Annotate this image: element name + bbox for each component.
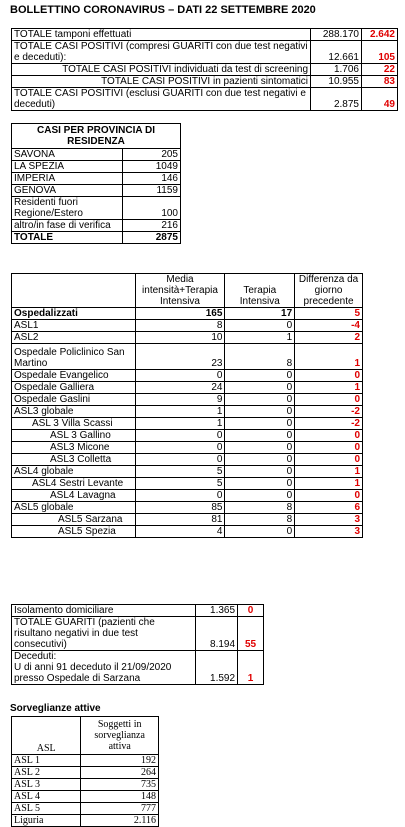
hospital-media: 85	[135, 502, 225, 514]
province-value: 1159	[123, 185, 181, 197]
summary-value: 288.170	[311, 29, 362, 41]
hospital-media: 0	[135, 454, 225, 466]
hospitals-table	[11, 273, 363, 538]
province-row	[12, 197, 181, 220]
hospital-name: Ospedale Gaslini	[12, 394, 136, 406]
province-name: LA SPEZIA	[12, 161, 123, 173]
surveillance-row	[12, 767, 159, 779]
hospital-row	[12, 502, 363, 514]
hospital-name: ASL4 Sestri Levante	[12, 478, 136, 490]
summary-delta: 22	[362, 64, 398, 76]
surveillance-asl: ASL 4	[12, 791, 81, 803]
hospital-media: 23	[135, 344, 225, 370]
hospital-diff: 1	[295, 344, 363, 370]
hospital-row	[12, 320, 363, 332]
outcome-value: 8.194	[196, 617, 238, 651]
summary-row	[12, 41, 398, 64]
hospital-name: ASL5 Sarzana	[12, 514, 136, 526]
summary-label: TOTALE CASI POSITIVI (compresi GUARITI con due test negativi e deceduti):	[12, 41, 311, 64]
hospital-name: ASL3 globale	[12, 406, 136, 418]
hospital-media: 1	[135, 406, 225, 418]
hospitals-corner	[12, 274, 136, 308]
hospital-terapia: 0	[225, 490, 295, 502]
hospital-row	[12, 526, 363, 538]
hospital-terapia: 17	[225, 308, 295, 320]
province-name: altro/in fase di verifica	[12, 220, 123, 232]
hospital-diff: 0	[295, 454, 363, 466]
hospital-name: ASL 3 Villa Scassi	[12, 418, 136, 430]
hospital-name: ASL3 Micone	[12, 442, 136, 454]
hospital-diff: -4	[295, 320, 363, 332]
province-name: Residenti fuori Regione/Estero	[12, 197, 123, 220]
province-name: GENOVA	[12, 185, 123, 197]
hospital-media: 9	[135, 394, 225, 406]
surveillance-value: 148	[81, 791, 159, 803]
province-total-label: TOTALE	[12, 232, 123, 244]
hospital-terapia: 0	[225, 454, 295, 466]
province-header: CASI PER PROVINCIA DI RESIDENZA	[12, 124, 181, 149]
col-sorveglianza: Soggetti in sorveglianza attiva	[81, 717, 159, 755]
summary-value: 1.706	[311, 64, 362, 76]
hospital-media: 165	[135, 308, 225, 320]
hospital-row	[12, 490, 363, 502]
summary-row	[12, 88, 398, 111]
hospital-media: 5	[135, 466, 225, 478]
hospital-name: ASL5 globale	[12, 502, 136, 514]
hospital-name: Ospedale Galliera	[12, 382, 136, 394]
hospital-diff: 3	[295, 514, 363, 526]
summary-label: TOTALE CASI POSITIVI individuati da test di screening	[12, 64, 311, 76]
hospital-diff: 1	[295, 382, 363, 394]
hospital-row	[12, 370, 363, 382]
hospital-name: Ospedale Evangelico	[12, 370, 136, 382]
hospital-row	[12, 454, 363, 466]
outcome-label: Isolamento domiciliare	[12, 605, 196, 617]
province-name: SAVONA	[12, 149, 123, 161]
hospital-diff: 1	[295, 478, 363, 490]
col-media-intensita: Media intensità+Terapia Intensiva	[135, 274, 225, 308]
province-value: 1049	[123, 161, 181, 173]
hospital-media: 0	[135, 370, 225, 382]
hospital-terapia: 0	[225, 370, 295, 382]
hospital-row	[12, 442, 363, 454]
col-asl: ASL	[12, 717, 81, 755]
province-total-value: 2875	[123, 232, 181, 244]
hospital-media: 10	[135, 332, 225, 344]
hospital-terapia: 8	[225, 502, 295, 514]
surveillance-value: 264	[81, 767, 159, 779]
hospital-row	[12, 382, 363, 394]
outcome-delta: 55	[238, 617, 264, 651]
hospital-row	[12, 406, 363, 418]
outcomes-table	[11, 604, 264, 685]
surveillance-title: Sorveglianze attive	[10, 703, 101, 714]
page-title: BOLLETTINO CORONAVIRUS – DATI 22 SETTEMBRE 2020	[10, 4, 316, 16]
hospital-media: 0	[135, 442, 225, 454]
hospital-row	[12, 514, 363, 526]
hospital-media: 4	[135, 526, 225, 538]
outcome-value: 1.592	[196, 651, 238, 685]
province-row	[12, 149, 181, 161]
hospital-name: Ospedale Policlinico San Martino	[12, 344, 136, 370]
hospital-media: 0	[135, 490, 225, 502]
hospital-name: ASL 3 Gallino	[12, 430, 136, 442]
hospital-row	[12, 478, 363, 490]
surveillance-value: 2.116	[81, 815, 159, 827]
hospital-terapia: 0	[225, 418, 295, 430]
surveillance-asl: ASL 5	[12, 803, 81, 815]
province-row	[12, 173, 181, 185]
hospital-media: 5	[135, 478, 225, 490]
summary-delta: 2.642	[362, 29, 398, 41]
hospital-row	[12, 344, 363, 370]
hospital-terapia: 0	[225, 478, 295, 490]
hospital-terapia: 0	[225, 526, 295, 538]
hospital-diff: 2	[295, 332, 363, 344]
hospital-row	[12, 430, 363, 442]
surveillance-value: 192	[81, 755, 159, 767]
col-terapia-intensiva: Terapia Intensiva	[225, 274, 295, 308]
hospital-diff: 0	[295, 442, 363, 454]
hospital-diff: 0	[295, 430, 363, 442]
hospital-media: 0	[135, 430, 225, 442]
hospital-row	[12, 308, 363, 320]
hospital-row	[12, 394, 363, 406]
summary-label: TOTALE CASI POSITIVI (esclusi GUARITI con due test negativi e deceduti)	[12, 88, 311, 111]
surveillance-row	[12, 779, 159, 791]
surveillance-row	[12, 803, 159, 815]
hospital-name: Ospedalizzati	[12, 308, 136, 320]
hospital-diff: -2	[295, 406, 363, 418]
summary-delta: 83	[362, 76, 398, 88]
hospital-terapia: 0	[225, 406, 295, 418]
summary-delta: 105	[362, 41, 398, 64]
summary-row	[12, 64, 398, 76]
outcome-row	[12, 605, 264, 617]
hospital-name: ASL5 Spezia	[12, 526, 136, 538]
hospital-media: 8	[135, 320, 225, 332]
summary-row	[12, 76, 398, 88]
province-value: 205	[123, 149, 181, 161]
col-differenza: Differenza da giorno precedente	[295, 274, 363, 308]
hospital-media: 81	[135, 514, 225, 526]
hospital-row	[12, 466, 363, 478]
hospital-diff: 0	[295, 394, 363, 406]
surveillance-asl: Liguria	[12, 815, 81, 827]
hospital-terapia: 8	[225, 344, 295, 370]
province-row	[12, 161, 181, 173]
hospital-terapia: 0	[225, 430, 295, 442]
outcome-row	[12, 617, 264, 651]
hospital-name: ASL1	[12, 320, 136, 332]
hospital-diff: 6	[295, 502, 363, 514]
hospital-terapia: 0	[225, 442, 295, 454]
province-row	[12, 185, 181, 197]
province-value: 146	[123, 173, 181, 185]
summary-row	[12, 29, 398, 41]
hospital-media: 24	[135, 382, 225, 394]
province-table	[11, 123, 181, 244]
hospital-media: 1	[135, 418, 225, 430]
surveillance-row	[12, 791, 159, 803]
province-name: IMPERIA	[12, 173, 123, 185]
summary-label: TOTALE tamponi effettuati	[12, 29, 311, 41]
surveillance-row	[12, 755, 159, 767]
outcome-label: Deceduti: U di anni 91 deceduto il 21/09/2020 presso Ospedale di Sarzana	[12, 651, 196, 685]
surveillance-asl: ASL 3	[12, 779, 81, 791]
outcome-delta: 0	[238, 605, 264, 617]
hospital-diff: 5	[295, 308, 363, 320]
province-value: 216	[123, 220, 181, 232]
summary-value: 10.955	[311, 76, 362, 88]
hospital-row	[12, 418, 363, 430]
summary-delta: 49	[362, 88, 398, 111]
surveillance-asl: ASL 1	[12, 755, 81, 767]
summary-value: 12.661	[311, 41, 362, 64]
hospital-terapia: 0	[225, 382, 295, 394]
summary-value: 2.875	[311, 88, 362, 111]
hospital-diff: 3	[295, 526, 363, 538]
summary-table	[11, 28, 398, 111]
hospital-name: ASL2	[12, 332, 136, 344]
hospital-diff: 0	[295, 490, 363, 502]
surveillance-value: 777	[81, 803, 159, 815]
hospital-terapia: 0	[225, 466, 295, 478]
outcome-label: TOTALE GUARITI (pazienti che risultano negativi in due test consecutivi)	[12, 617, 196, 651]
surveillance-value: 735	[81, 779, 159, 791]
hospital-diff: 1	[295, 466, 363, 478]
hospital-terapia: 0	[225, 320, 295, 332]
hospital-diff: 0	[295, 370, 363, 382]
outcome-row	[12, 651, 264, 685]
hospital-name: ASL4 globale	[12, 466, 136, 478]
hospital-terapia: 1	[225, 332, 295, 344]
summary-label: TOTALE CASI POSITIVI in pazienti sintomatici	[12, 76, 311, 88]
surveillance-table	[11, 716, 159, 827]
hospital-name: ASL3 Colletta	[12, 454, 136, 466]
province-value: 100	[123, 197, 181, 220]
hospital-terapia: 8	[225, 514, 295, 526]
outcome-delta: 1	[238, 651, 264, 685]
province-row	[12, 220, 181, 232]
hospital-row	[12, 332, 363, 344]
hospital-diff: -2	[295, 418, 363, 430]
surveillance-asl: ASL 2	[12, 767, 81, 779]
hospital-terapia: 0	[225, 394, 295, 406]
outcome-value: 1.365	[196, 605, 238, 617]
hospital-name: ASL4 Lavagna	[12, 490, 136, 502]
